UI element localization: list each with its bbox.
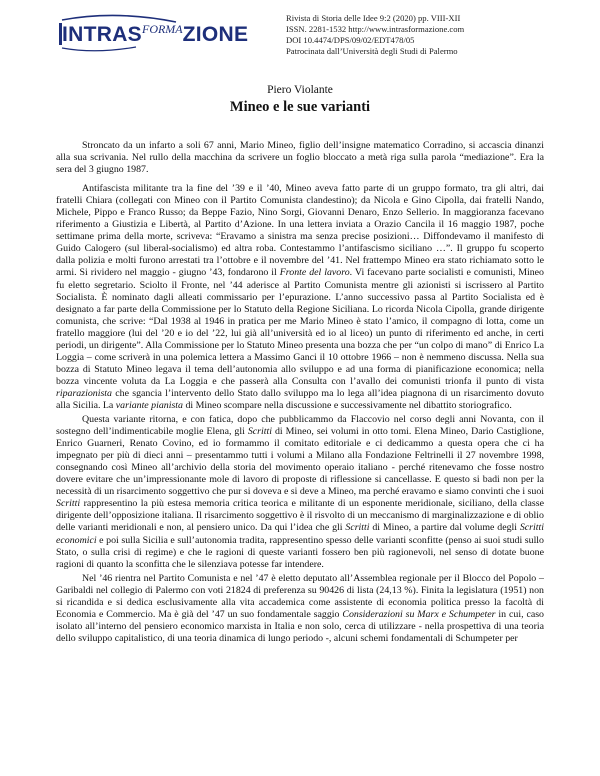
article-body — [56, 140, 544, 645]
journal-citation: Rivista di Storia delle Idee 9:2 (2020) pp. VIII-XII — [286, 13, 461, 23]
paragraph — [56, 183, 544, 412]
logo-part-forma: FORMA — [141, 22, 183, 36]
text-run: Stroncato da un infarto a soli 67 anni, Mario Mineo, figlio dell’insigne matematico Corradino, si accascia dinanzi alla sua scrivania. Nel rullo della macchina da scrivere un foglio bloccato a metà riga sulla parola “mediazione”. Era la sera del 3 giugno 1987. — [56, 140, 544, 176]
italic-run: Scritti — [247, 426, 272, 438]
journal-issn: ISSN. 2281-1532 http://www.intrasformazione.com — [286, 24, 465, 34]
paragraph — [56, 414, 544, 571]
italic-run: Scritti — [56, 498, 81, 510]
journal-meta — [286, 13, 586, 57]
italic-run: Scritti — [345, 522, 370, 534]
logo-part-zione: ZIONE — [182, 23, 249, 46]
logo-wordmark — [62, 23, 248, 47]
text-run: Nel ’46 rientra nel Partito Comunista e nel ’47 è eletto deputato all’Assemblea regionale per il Blocco del Popolo – Garibaldi nel collegio di Palermo con voti 21824 di preferenza su 90426 di lista (24,13 %). Finita la legislatura (1951) non si ricandida e si dedica esclusivamente alla vita accademica come assistente di economia politica presso la facoltà di Economia e Commercio. Ma è già del ’47 un suo fondamentale saggio — [56, 572, 544, 620]
text-run: di Mineo, a partire dal volume degli — [369, 522, 520, 534]
text-run: e poi sulla Sicilia e sull’autonomia tradita, rappresentino spesso delle varianti sconfitte (penso ai suoi studi sullo Stato, o sulla crisi di regime) e che le ragioni di queste varianti fossero ben più ragionevoli, nel senso di dotate buone ragioni di quanto la sconfitta che le silenziava potesse far intendere. — [56, 534, 544, 570]
italic-run: variante pianista — [115, 399, 183, 411]
text-run: . Vi facevano parte socialisti e comunisti, Mineo fu eletto segretario. Sciolto il Fronte, nel ’44 aderisce al Partito Comunista mentre gli azionisti si iscrissero al Partito Socialista. È nominato dagli alleati commissario per l’epurazione. L’anno successivo passa al Partito Socialista ed è designato a far parte della Commissione per lo Statuto della Regione Siciliana. Lo ricorda Nicola Cipolla, grande dirigente comunista, che scrive: “Dal 1938 al 1946 in pratica per me Mario Mineo è stato l’amico, il compagno di lotta, come un fratello maggiore (lui del ’20 e io del ’22, lui già all’università ed io al liceo) un punto di riferimento ed anche, in certi periodi, un dirigente”. Alla Commissione per lo Statuto Mineo presenta una bozza che per “un colpo di mano” di Enrico La Loggia – come scriverà in una polemica lettera a Massimo Ganci il 10 ottobre 1966 – non è nemmeno discussa. Nella sua bozza di Statuto Mineo legava il tema dell’autonomia allo sviluppo e ad una forma di pianificazione economica; nella bozza vincente voluta da La Loggia e che passerà alla Consulta con l’avallo dei comunisti trionfa il punto di vista — [56, 267, 544, 387]
paragraph — [56, 140, 544, 176]
logo-part-tras: TRAS — [83, 23, 142, 46]
italic-run: Scritti economici — [56, 522, 544, 546]
journal-patronage: Patrocinata dall’Università degli Studi di Palermo — [286, 46, 458, 56]
article-title: Mineo e le sue varianti — [229, 99, 371, 115]
text-run: in cui, caso isolato all’interno del pensiero economico marxista in Italia e non solo, cerca di utilizzare - nella prospettiva di una teoria dello sviluppo capitalistico, di una teoria dinamica di lungo periodo -, alcuni schemi fondamentali di Schumpeter per — [56, 608, 544, 644]
logo-part-in: IN — [62, 23, 84, 46]
text-run: che sgancia l’intervento dello Stato dallo sviluppo ma lo lega all’idea piagnona di un risarcimento dovuto alla Sicilia. La — [56, 387, 544, 411]
text-run: di Mineo scompare nella discussione e successivamente nel dibattito storiografico. — [182, 399, 512, 411]
journal-logo — [56, 14, 268, 54]
italic-run: Considerazioni su Marx e Schumpeter — [342, 608, 496, 620]
text-run: di Mineo, sei volumi in otto tomi. Elena Mineo, Dario Castiglione, Enrico Guarneri, Renato Covino, ed io formammo il comitato editoriale e ci dedicammo a questa opera che ci ha impegnato per più di dieci anni – presentammo tutti i volumi a Milano alla Fondazione Feltrinelli il 27 novembre 1998, consegnando così Mineo all’archivio della storia del movimento operaio italiano - perché ritenevamo che fosse nostro dovere evitare che un’impressionante mole di lavoro di proposte di riflessione si cancellasse. E questo si badi non per la necessità di un risarcimento soggettivo che pur si doveva e si deve a Mineo, ma perché eravamo e siamo convinti che i suoi — [56, 426, 544, 498]
text-run: rappresentino la più estesa memoria critica teorica e militante di un esponente meridionale, siciliano, della classe dirigente dell’opposizione italiana. Il risarcimento soggettivo è il risvolto di un meccanismo di marginalizzazione e di oblio delle varianti meridionali e non, al pensiero unico. Da qui l’idea che gli — [56, 498, 544, 534]
italic-run: riparazionista — [56, 387, 112, 399]
text-run: Questa variante ritorna, e con fatica, dopo che pubblicammo da Flaccovio nel corso degli anni Novanta, con il sostegno dell’indimenticabile moglie Elena, gli — [56, 414, 544, 438]
italic-run: Fronte del lavoro — [279, 267, 350, 279]
article-author: Piero Violante — [267, 84, 333, 96]
journal-doi: DOI 10.4474/DPS/09/02/EDT478/05 — [286, 35, 415, 45]
paragraph — [56, 573, 544, 645]
text-run: Antifascista militante tra la fine del ’39 e il ’40, Mineo aveva fatto parte di un gruppo formato, tra gli altri, dai fratelli Chiara (collegati con Mineo con il Partito Comunista clandestino); da Nicola e Gino Cipolla, dai fratelli Nando, Michele, Pippo e Franco Russo; da Beppe Fazio, Nino Sorgi, Giovanni Denaro, Enzo Sellerio. In maggioranza facevano riferimento a Giustizia e Libertà, al Partito d’Azione. In una lettera inviata a Orazio Cancila il 16 maggio 1987, poche settimane prima della morte, scriveva: “Eravamo a sinistra ma senza precise posizioni… Diffondevamo il manifesto di Guido Calogero (sul liberal-socialismo) ed altra roba. Contestammo l’antifascismo siciliano …”. Il gruppo fu scoperto dalla polizia e molti furono arrestati tra l’ottobre e il novembre del ’41. Nel frattempo Mineo era stato richiamato sotto le armi. Si rividero nel maggio - giugno ’43, fondarono il — [56, 183, 544, 279]
